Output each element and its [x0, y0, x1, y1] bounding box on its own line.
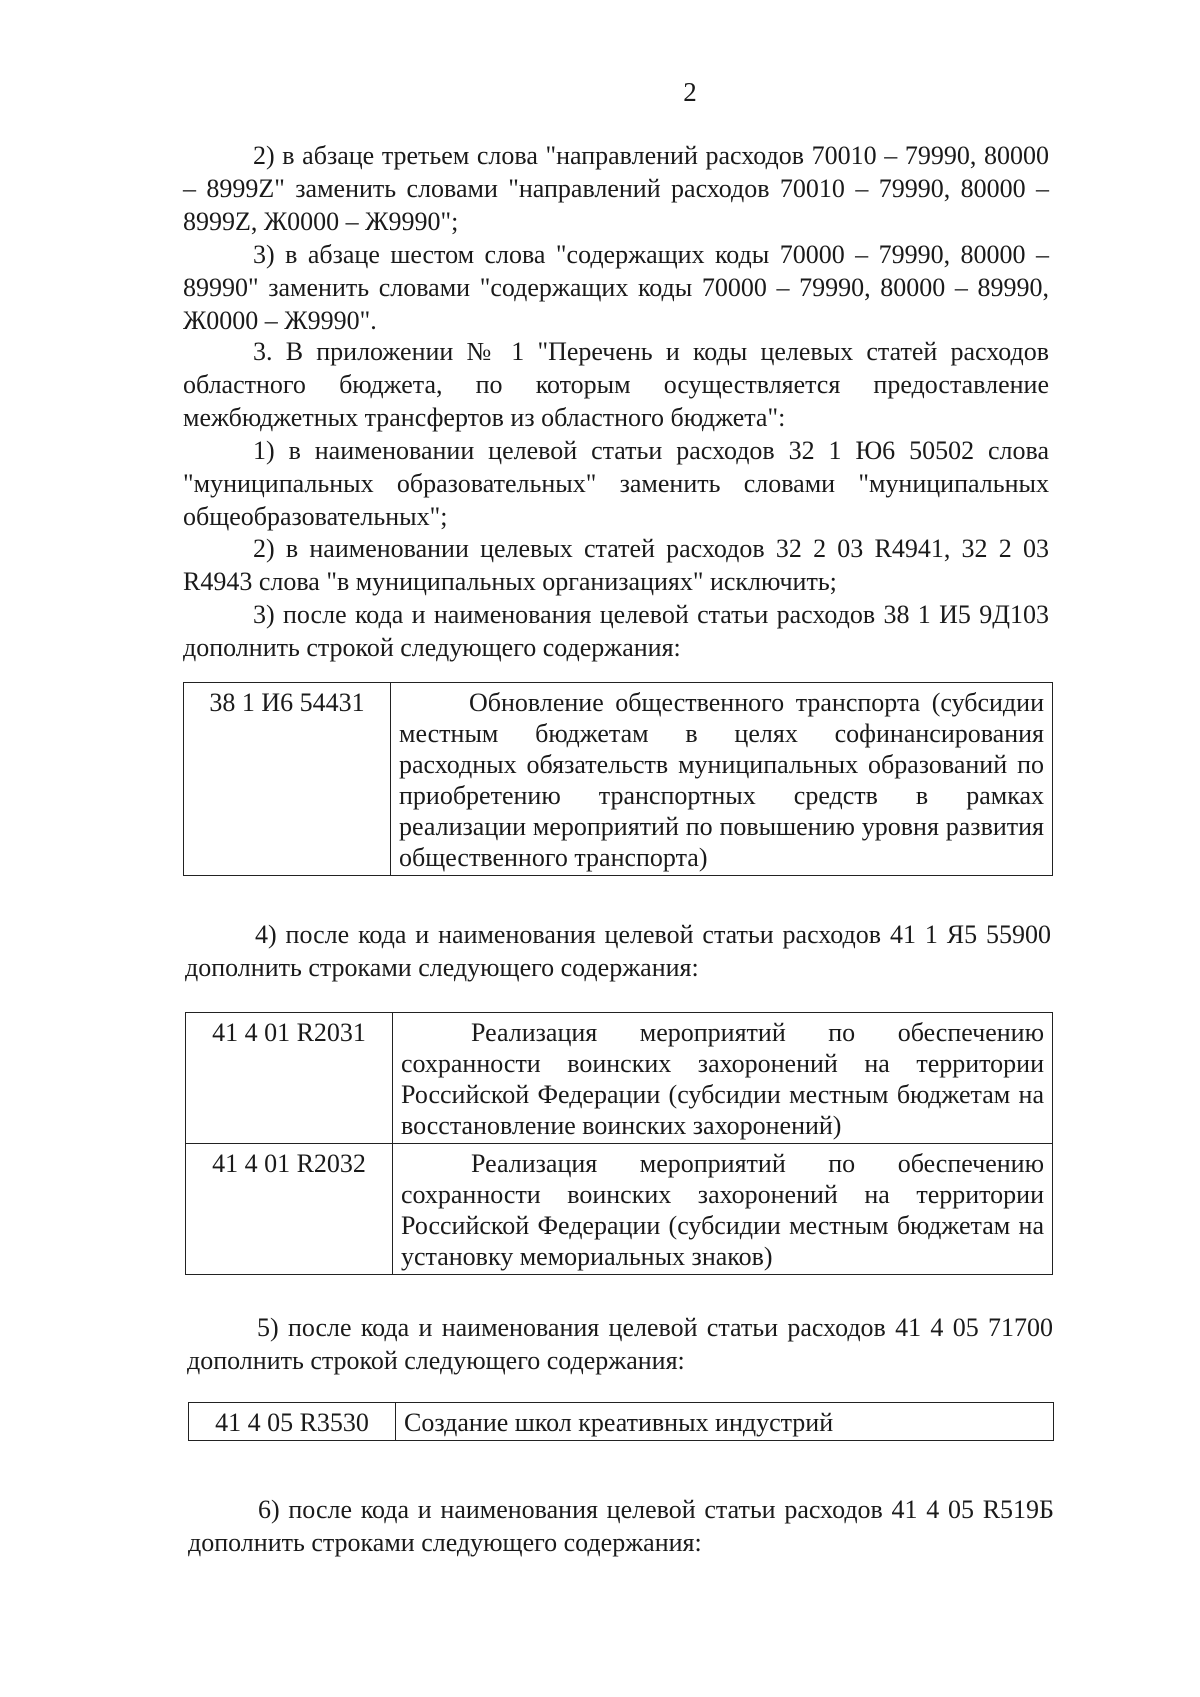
- paragraph-3: 3. В приложении № 1 "Перечень и коды целевых статей расходов областного бюджета, по которым осуществляется предоставление межбюджетных трансфертов из областного бюджета":: [183, 337, 1049, 432]
- name-cell: Реализация мероприятий по обеспечению сохранности воинских захоронений на территории Российской Федерации (субсидии местным бюджетам на установку мемориальных знаков): [393, 1144, 1053, 1275]
- paragraph-5: 2) в наименовании целевых статей расходов 32 2 03 R4941, 32 2 03 R4943 слова "в муниципальных организациях" исключить;: [183, 534, 1049, 596]
- code-cell: 41 4 01 R2032: [186, 1144, 393, 1275]
- table-row: [186, 1144, 1053, 1275]
- paragraph-6: 3) после кода и наименования целевой статьи расходов 38 1 И5 9Д103 дополнить строкой следующего содержания:: [183, 600, 1049, 662]
- table-row: [184, 683, 1053, 876]
- name-cell: Реализация мероприятий по обеспечению сохранности воинских захоронений на территории Российской Федерации (субсидии местным бюджетам на восстановление воинских захоронений): [393, 1013, 1053, 1144]
- code-cell: 38 1 И6 54431: [184, 683, 391, 876]
- insert-table-2: [185, 1012, 1053, 1275]
- code-cell: 41 4 05 R3530: [189, 1403, 396, 1441]
- table-row: [186, 1013, 1053, 1144]
- paragraph-9: 6) после кода и наименования целевой статьи расходов 41 4 05 R519Б дополнить строками следующего содержания:: [188, 1495, 1054, 1557]
- insert-table-3: [188, 1402, 1054, 1441]
- insert-table-1: [183, 682, 1053, 876]
- name-cell: Создание школ креативных индустрий: [396, 1403, 1054, 1441]
- paragraph-7: 4) после кода и наименования целевой статьи расходов 41 1 Я5 55900 дополнить строками следующего содержания:: [185, 920, 1051, 982]
- paragraph-8: 5) после кода и наименования целевой статьи расходов 41 4 05 71700 дополнить строкой следующего содержания:: [187, 1313, 1053, 1375]
- table-row: [189, 1403, 1054, 1441]
- code-cell: 41 4 01 R2031: [186, 1013, 393, 1144]
- name-cell: Обновление общественного транспорта (субсидии местным бюджетам в целях софинансирования расходных обязательств муниципальных образований по приобретению транспортных средств в рамках реализации мероприятий по повышению уровня развития общественного транспорта): [391, 683, 1053, 876]
- page-number: 2: [683, 77, 697, 107]
- paragraph-2: 3) в абзаце шестом слова "содержащих коды 70000 – 79990, 80000 – 89990" заменить словами "содержащих коды 70000 – 79990, 80000 – 89990, Ж0000 – Ж9990".: [183, 240, 1049, 335]
- paragraph-1: 2) в абзаце третьем слова "направлений расходов 70010 – 79990, 80000 – 8999Z" заменить словами "направлений расходов 70010 – 79990, 80000 – 8999Z, Ж0000 – Ж9990";: [183, 141, 1049, 236]
- paragraph-4: 1) в наименовании целевой статьи расходов 32 1 Ю6 50502 слова "муниципальных образовательных" заменить словами "муниципальных общеобразовательных";: [183, 436, 1049, 531]
